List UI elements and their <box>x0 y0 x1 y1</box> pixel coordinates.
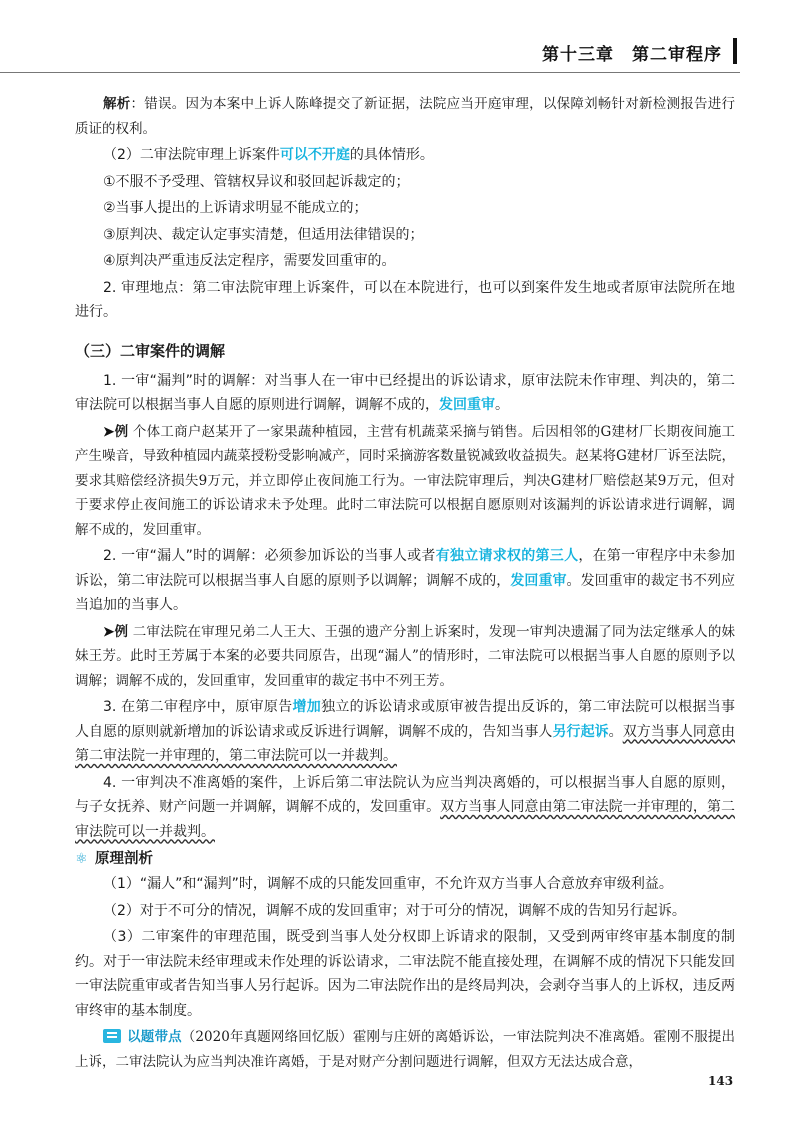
p3-highlight-2: 另行起诉 <box>552 723 609 740</box>
analysis-paragraph <box>75 92 735 141</box>
p1-after: 。 <box>495 397 509 413</box>
item2-paragraph <box>75 143 735 168</box>
exam-text: （2020年真题网络回忆版）霍刚与庄妍的离婚诉讼，一审法院判决不准离婚。霍刚不服提出上诉，二审法院认为应当判决准许离婚，于是对财产分割问题进行调解，但双方无法达成合意， <box>75 1029 736 1070</box>
p3-wavy: 双方当事人同意由第二审法院一并审理的，第二审法院可以一并裁判。 <box>75 723 736 764</box>
p1-highlight: 发回重审 <box>439 397 495 413</box>
paragraph-4 <box>75 771 735 845</box>
chapter-title: 第十三章 第二审程序 <box>542 45 722 65</box>
case-item-4: ④原判决严重违反法定程序，需要发回重审的。 <box>103 253 396 269</box>
paragraph-1 <box>75 369 735 418</box>
case-item-1: ①不服不予受理、管辖权异议和驳回起诉裁定的； <box>103 173 410 190</box>
p2-mid: ，在第一审程序中未参加诉讼，第二审法院可以根据当事人自愿的原则予以调解；调解不成的， <box>75 548 735 589</box>
item2-before: （2）二审法院审理上诉案件 <box>103 147 280 163</box>
example-1-text: 个体工商户赵某开了一家果蔬种植园，主营有机蔬菜采摘与销售。后因相邻的G建材厂长期夜间施工产生噪音，导致种植园内蔬菜授粉受影响减产，同时采摘游客数量锐减致收益损失。赵某将G建材厂诉至法院，要求其赔偿经济损失9万元，并立即停止夜间施工行为。一审法院审理后，判决G建材厂赔偿赵某9万元，但对于要求停止夜间施工的诉讼请求未予处理。此时二审法院可以根据自愿原则对该漏判的诉讼请求进行调解，调解不成的，发回重审。 <box>75 423 735 538</box>
page-number: 143 <box>708 1074 734 1088</box>
principle-heading <box>75 846 735 872</box>
item2-highlight: 可以不开庭 <box>279 147 350 163</box>
example-1 <box>75 420 735 543</box>
analysis-label: 解析 <box>103 96 131 112</box>
p3-highlight-1: 增加 <box>292 699 322 715</box>
exam-paragraph <box>75 1025 735 1074</box>
book-icon <box>103 1029 121 1043</box>
arrow-icon: ➤ <box>103 423 115 440</box>
exam-label: 以题带点 <box>127 1029 182 1045</box>
p4-wavy: 双方当事人同意由第二审法院一并审理的，第二审法院可以一并裁判。 <box>75 799 736 840</box>
header-bar <box>733 38 737 64</box>
example-2-text: 二审法院在审理兄弟二人王大、王强的遗产分割上诉案时，发现一审判决遗漏了同为法定继承人的妹妹王芳。此时王芳属于本案的必要共同原告，出现“漏人”的情形时，二审法院可以根据当事人自愿的原则予以调解；调解不成的，发回重审，发回重审的裁定书中不列王芳。 <box>75 623 736 689</box>
example-label: 例 <box>114 623 129 640</box>
paragraph-3 <box>75 695 735 769</box>
analysis-text: ：错误。因为本案中上诉人陈峰提交了新证据，法院应当开庭审理，以保障刘畅针对新检测报告进行质证的权利。 <box>75 96 736 137</box>
principle-item-3: （3）二审案件的审理范围，既受到当事人处分权即上诉请求的限制，又受到两审终审基本制度的制约。对于一审法院未经审理或未作处理的诉讼请求，二审法院不能直接处理，在调解不成的情况下只能发回一审法院重审或者告知当事人另行起诉。因为二审法院作出的是终局判决，会剥夺当事人的上诉权，违反两审终审的基本制度。 <box>75 929 735 1019</box>
p2-before: 2. 一审“漏人”时的调解：必须参加诉讼的当事人或者 <box>103 548 436 564</box>
atom-icon: ⚛ <box>75 851 88 867</box>
p3-before: 3. 在第二审程序中，原审原告 <box>103 699 293 715</box>
case-item-3: ③原判决、裁定认定事实清楚，但适用法律错误的； <box>103 226 424 243</box>
example-2 <box>75 620 735 694</box>
item2-after: 的具体情形。 <box>349 147 434 163</box>
p2-highlight-1: 有独立请求权的第三人 <box>435 548 579 564</box>
p3-mid: 独立的诉讼请求或原审被告提出反诉的，第二审法院可以根据当事人自愿的原则就新增加的诉讼请求或反诉进行调解，调解不成的，告知当事人 <box>75 699 736 740</box>
paragraph-2 <box>75 544 735 618</box>
example-label: 例 <box>114 423 129 440</box>
location-paragraph: 2. 审理地点：第二审法院审理上诉案件，可以在本院进行，也可以到案件发生地或者原审法院所在地进行。 <box>75 279 735 320</box>
p3-after: 。 <box>608 723 623 740</box>
header-rule <box>0 72 740 73</box>
principle-item-1: （1）“漏人”和“漏判”时，调解不成的只能发回重审，不允许双方当事人合意放弃审级利益。 <box>103 876 673 892</box>
page-header <box>0 0 800 74</box>
case-item-2: ②当事人提出的上诉请求明显不能成立的； <box>103 200 368 216</box>
principle-item-2: （2）对于不可分的情况，调解不成的发回重审；对于可分的情况，调解不成的告知另行起诉。 <box>103 902 686 919</box>
section-heading: （三）二审案件的调解 <box>75 341 226 360</box>
p4-before: 4. 一审判决不准离婚的案件，上诉后第二审法院认为应当判决离婚的，可以根据当事人自愿的原则，与子女抚养、财产问题一并调解，调解不成的，发回重审。 <box>75 774 735 815</box>
p2-after: 。发回重审的裁定书不列应当追加的当事人。 <box>75 572 736 613</box>
page-content <box>75 92 735 1076</box>
principle-title: 原理剖析 <box>95 851 153 867</box>
p1-before: 1. 一审“漏判”时的调解：对当事人在一审中已经提出的诉讼请求，原审法院未作审理、判决的，第二审法院可以根据当事人自愿的原则进行调解，调解不成的， <box>75 372 735 413</box>
p2-highlight-2: 发回重审 <box>510 572 567 589</box>
arrow-icon: ➤ <box>103 623 115 640</box>
